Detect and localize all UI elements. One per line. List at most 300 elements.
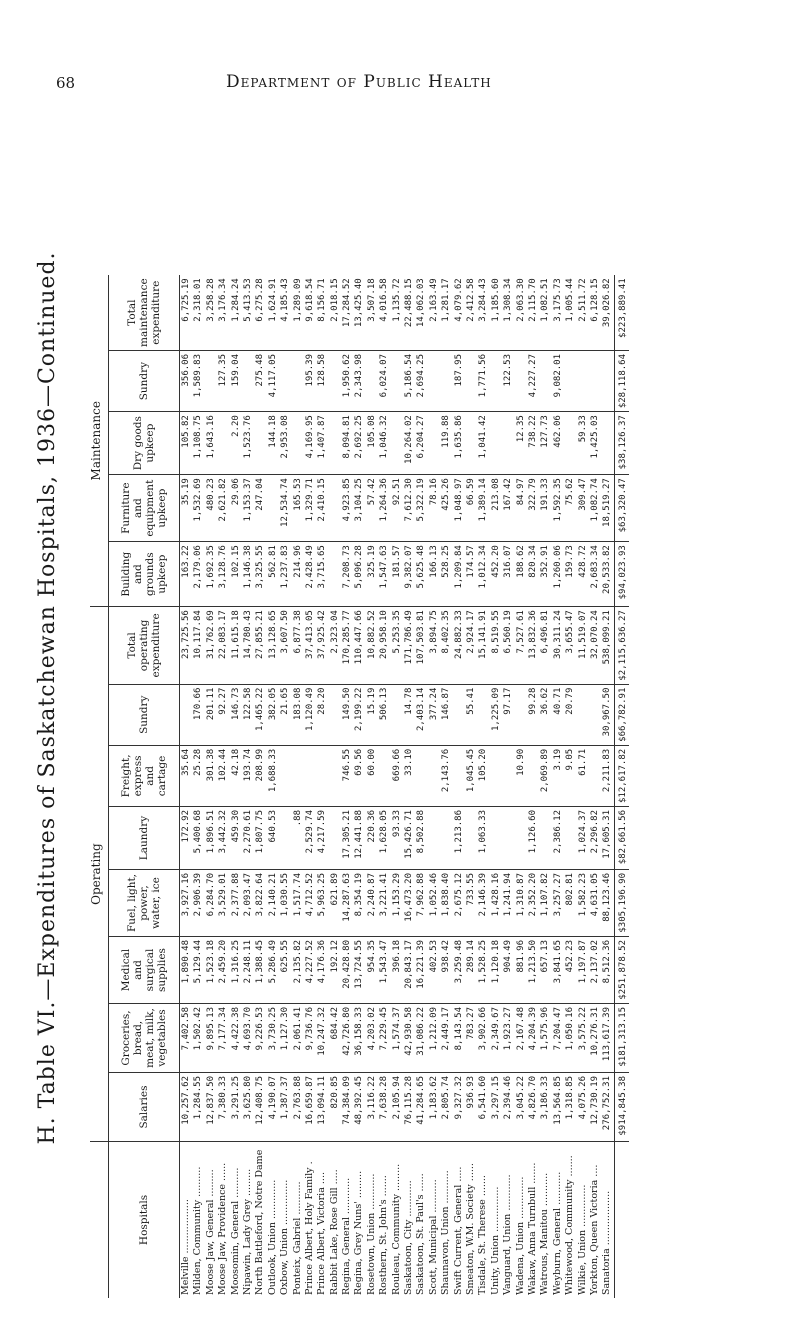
table-cell: 276,752.31 xyxy=(602,1076,613,1131)
table-cell: 480.23 xyxy=(205,478,216,511)
table-cell: 41,284.65 xyxy=(416,1076,427,1125)
table-cell: 459.30 xyxy=(230,810,241,843)
table-cell: 2,240.87 xyxy=(366,873,377,917)
table-cell: 23,725.56 xyxy=(181,610,191,659)
col-building: Building and grounds upkeep xyxy=(109,542,180,607)
table-cell: 7,177.34 xyxy=(218,1007,229,1051)
table-cell: 325.19 xyxy=(366,545,377,578)
table-cell xyxy=(279,749,291,803)
table-cell: 149.50 xyxy=(342,687,353,721)
table-cell: 12,730.19 xyxy=(589,1076,600,1125)
table-cell xyxy=(490,415,502,471)
table-cell: 1,543.47 xyxy=(379,940,390,984)
table-cell: 938.42 xyxy=(441,940,452,973)
table-cell: 1,260.06 xyxy=(552,545,563,589)
table-cell: 105.08 xyxy=(366,415,377,448)
table-cell xyxy=(329,478,341,538)
table-cell xyxy=(539,810,551,866)
table-cell: 9,327.32 xyxy=(453,1076,464,1120)
hospital-name: Nipawin, Lady Grey ......... xyxy=(241,1168,253,1295)
table-cell: 74,384.09 xyxy=(342,1076,353,1125)
table-cell: 316.07 xyxy=(503,545,514,578)
table-cell: 8,502.88 xyxy=(416,810,427,854)
table-cell: 14.78 xyxy=(404,687,415,715)
table-cell: 669.66 xyxy=(391,748,402,782)
table-cell: 1,284.55 xyxy=(193,1076,204,1120)
table-cell: 105.82 xyxy=(181,415,191,448)
table-cell: 9,082.01 xyxy=(552,353,563,398)
table-cell: 13,564.85 xyxy=(552,1076,563,1125)
table-cell: 2,412.58 xyxy=(465,278,476,322)
table-cell: 2,529.74 xyxy=(304,810,315,854)
table-cell: 1,052.46 xyxy=(428,873,439,917)
table-cell: 42,726.80 xyxy=(342,1007,353,1056)
table-cell xyxy=(453,749,465,803)
total-total_op: $2,115,636.27 xyxy=(614,607,629,684)
table-cell: 4,631.05 xyxy=(589,873,600,917)
column-values-sundry_m xyxy=(180,350,615,411)
table-cell: 621.89 xyxy=(329,873,340,906)
table-cell: 452.20 xyxy=(490,545,501,578)
table-cell: 802.81 xyxy=(565,873,576,906)
table-cell xyxy=(329,354,341,408)
table-cell: 1,316.25 xyxy=(230,940,241,984)
total-freight: $12,617.82 xyxy=(614,745,629,806)
table-cell: 4,217.59 xyxy=(317,810,328,854)
table-cell: 3,894.75 xyxy=(428,610,439,654)
table-cell: 5,322.19 xyxy=(416,478,427,522)
table-cell: 84.97 xyxy=(515,478,526,506)
table-cell: 1,126.60 xyxy=(527,810,538,854)
table-cell xyxy=(329,545,341,603)
table-cell: 2,135.82 xyxy=(292,940,303,984)
hospital-name: Moose Jaw, Providence ...... xyxy=(217,1162,229,1295)
table-cell: 191.33 xyxy=(540,478,551,511)
table-cell: 8,143.54 xyxy=(453,1007,464,1051)
table-cell xyxy=(329,415,341,471)
hospital-name: Rosetown, Union ............ xyxy=(365,1173,377,1295)
table-cell: 1,197.87 xyxy=(577,940,588,984)
table-cell xyxy=(279,354,291,408)
table-cell: 48,392.45 xyxy=(354,1076,365,1125)
hospital-name: Ponteix, Gabriel ........... xyxy=(291,1181,303,1295)
table-cell xyxy=(490,749,502,803)
table-cell xyxy=(279,810,291,866)
table-cell: 783.27 xyxy=(465,1007,476,1040)
table-cell: 15,426.71 xyxy=(404,810,415,859)
table-cell: 2,763.88 xyxy=(292,1076,303,1120)
table-cell: 2,296.82 xyxy=(589,810,600,854)
table-cell: 1,212.09 xyxy=(428,1007,439,1051)
table-cell: 102.15 xyxy=(230,545,241,578)
table-cell: 7,527.61 xyxy=(515,610,526,654)
table-cell: 8,519.55 xyxy=(490,610,501,654)
table-cell: 2,349.67 xyxy=(490,1007,501,1051)
table-cell: 7,208.73 xyxy=(342,545,353,589)
table-cell: 2,343.98 xyxy=(354,353,365,398)
hospital-name: Regina, General ............ xyxy=(341,1177,353,1295)
table-cell xyxy=(502,415,514,471)
table-cell: 127.35 xyxy=(218,353,229,387)
table-cell: 1,146.38 xyxy=(242,545,253,589)
table-cell: 1,589.83 xyxy=(193,353,204,398)
table-cell: 8,512.36 xyxy=(602,940,613,984)
table-cell: 6,128.15 xyxy=(589,278,600,322)
table-cell: 28.20 xyxy=(317,687,328,715)
table-cell: 1,308.34 xyxy=(503,278,514,322)
hospital-name: Scott, Municipal ........... xyxy=(427,1179,439,1295)
table-cell: 1,284.24 xyxy=(230,278,241,322)
group-maintenance: Maintenance xyxy=(90,275,109,606)
table-cell: 12,441.88 xyxy=(354,810,365,859)
col-hospitals: Hospitals xyxy=(109,1142,180,1299)
table-cell: 57.42 xyxy=(366,478,377,506)
table-cell: 4,693.70 xyxy=(242,1007,253,1051)
table-cell: 5,129.44 xyxy=(193,940,204,984)
hospital-name: Prince Albert, Victoria .... xyxy=(316,1172,328,1295)
table-cell: 2,694.25 xyxy=(416,353,427,398)
table-cell: 61.71 xyxy=(577,748,588,776)
table-cell: 640.53 xyxy=(267,810,278,843)
table-cell: 3,128.76 xyxy=(218,545,229,589)
col-total-maintenance: Total maintenance expenditure xyxy=(109,275,180,350)
table-cell: 213.08 xyxy=(490,478,501,511)
table-cell xyxy=(292,354,304,408)
table-cell xyxy=(465,810,477,866)
table-cell: 99.28 xyxy=(527,687,538,715)
table-cell: 14,062.03 xyxy=(416,278,427,328)
table-cell: 66.59 xyxy=(465,478,476,506)
total-building: $94,023.93 xyxy=(614,542,629,607)
table-cell: 2,449.17 xyxy=(441,1007,452,1051)
table-cell: 1,082.51 xyxy=(540,278,551,322)
table-cell: 1,127.30 xyxy=(280,1007,291,1051)
table-cell: 301.38 xyxy=(205,748,216,782)
table-cell xyxy=(564,415,576,471)
table-cell: 2,199.22 xyxy=(354,687,365,731)
table-cell: 1,950.62 xyxy=(342,353,353,398)
total-dry_goods: $38,126.37 xyxy=(614,412,629,475)
page-number: 68 xyxy=(56,74,76,92)
table-cell xyxy=(329,688,341,742)
table-cell: 3,927.16 xyxy=(181,873,191,917)
table-cell xyxy=(564,810,576,866)
table-cell: 1,024.37 xyxy=(577,810,588,854)
table-cell: 4,190.07 xyxy=(267,1076,278,1120)
table-cell: 31,762.69 xyxy=(205,610,216,659)
table-cell: 14,780.43 xyxy=(242,610,253,659)
col-sundry-operating: Sundry xyxy=(109,684,180,745)
table-cell: 170,285.77 xyxy=(342,610,353,665)
table-cell: 1,528.25 xyxy=(478,940,489,984)
table-cell: 159.73 xyxy=(565,545,576,578)
table-cell: 3,257.27 xyxy=(552,873,563,917)
table-cell: 936.93 xyxy=(465,1076,476,1109)
table-cell: 396.18 xyxy=(391,940,402,973)
table-cell: 6,275.28 xyxy=(255,278,266,322)
table-cell xyxy=(564,354,576,408)
table-cell: 6,496.81 xyxy=(540,610,551,654)
table-cell: 1,890.48 xyxy=(181,940,191,984)
col-total-operating: Total operating expenditure xyxy=(109,607,180,684)
hospital-name: Wilkie, Union .............. xyxy=(576,1184,588,1295)
column-values-salaries xyxy=(180,1073,615,1142)
table-cell: 1,120.18 xyxy=(490,940,501,984)
table-cell: 25.28 xyxy=(193,748,204,776)
table-cell: 20,533.82 xyxy=(602,545,613,594)
table-cell: 1,120.49 xyxy=(304,687,315,731)
hospital-name: Moose Jaw, General ......... xyxy=(204,1169,216,1295)
table-cell: 402.53 xyxy=(428,940,439,973)
table-cell xyxy=(465,415,477,471)
table-cell: 322.79 xyxy=(527,478,538,511)
table-cell: 8,354.19 xyxy=(354,873,365,917)
table-cell: 2,683.34 xyxy=(589,545,600,589)
table-cell: 220.36 xyxy=(366,810,377,843)
table-cell: 1,153.29 xyxy=(391,873,402,917)
hospital-name: Weyburn, General ........... xyxy=(551,1171,563,1295)
table-cell xyxy=(477,688,489,742)
table-cell xyxy=(453,688,465,742)
table-cell: 2,323.04 xyxy=(329,610,340,654)
hospital-name: Vanguard, Union ............ xyxy=(502,1174,514,1295)
column-values-building xyxy=(180,542,615,607)
table-cell: 20,428.80 xyxy=(342,940,353,989)
column-values-groceries xyxy=(180,1004,615,1073)
table-cell: 4,204.39 xyxy=(527,1007,538,1051)
table-cell: 289.14 xyxy=(465,940,476,973)
table-cell xyxy=(527,749,539,803)
col-furniture: Furniture and equipment upkeep xyxy=(109,475,180,542)
expenditure-table xyxy=(90,275,629,1298)
table-cell xyxy=(589,354,601,408)
table-cell xyxy=(242,354,254,408)
hospital-name: Sanatoria .................. xyxy=(601,1190,613,1295)
table-cell: 5,186.54 xyxy=(404,353,415,398)
table-cell: 12,534.74 xyxy=(280,478,291,527)
table-cell: 247.04 xyxy=(255,478,266,511)
table-cell: 13,724.55 xyxy=(354,940,365,989)
table-cell: 78.16 xyxy=(428,478,439,506)
hospital-name: Wadena, Union .............. xyxy=(514,1176,526,1295)
table-cell: 3,258.28 xyxy=(205,278,216,322)
table-cell: 820.85 xyxy=(329,1076,340,1109)
table-cell: 1,264.36 xyxy=(379,478,390,522)
table-cell: 6,024.07 xyxy=(379,353,390,398)
table-cell xyxy=(490,810,502,866)
table-cell: 2,179.06 xyxy=(193,545,204,589)
table-cell: 1,209.84 xyxy=(453,545,464,589)
table-cell: 2,248.11 xyxy=(242,940,253,984)
hospital-name: Saskatoon, City ............ xyxy=(403,1180,415,1295)
table-cell: 40.71 xyxy=(552,687,563,715)
table-cell xyxy=(577,354,589,408)
table-cell: 7,402.58 xyxy=(181,1007,191,1051)
table-cell: 42,930.58 xyxy=(404,1007,415,1056)
table-cell: 3,822.64 xyxy=(255,873,266,917)
table-cell: 97.17 xyxy=(503,687,514,715)
table-cell xyxy=(366,354,378,408)
table-cell: 6,725.19 xyxy=(181,278,191,322)
table-cell: 4,016.58 xyxy=(379,278,390,322)
column-values-freight xyxy=(180,745,615,806)
table-cell: 4,826.70 xyxy=(527,1076,538,1120)
table-cell: 377.24 xyxy=(428,687,439,721)
table-cell: 3,902.66 xyxy=(478,1007,489,1051)
table-cell: 1,213.50 xyxy=(527,940,538,984)
table-cell: 13,425.40 xyxy=(354,278,365,328)
table-cell: 2,163.49 xyxy=(428,278,439,322)
col-laundry: Laundry xyxy=(109,807,180,870)
total-furniture: $63,320.47 xyxy=(614,475,629,542)
table-cell: 16,659.87 xyxy=(304,1076,315,1125)
hospital-name: North Battleford, Notre Dame xyxy=(254,1149,266,1295)
table-cell: 30,311.24 xyxy=(552,610,563,659)
table-cell: 1,574.37 xyxy=(391,1007,402,1051)
table-cell: 3,730.25 xyxy=(267,1007,278,1051)
table-cell: 2,137.02 xyxy=(589,940,600,984)
table-cell: 2,146.39 xyxy=(478,873,489,917)
table-cell: 32,070.24 xyxy=(589,610,600,659)
total-salaries: $914,845.38 xyxy=(614,1073,629,1142)
table-cell: 1,407.87 xyxy=(317,415,328,459)
table-cell: 2,061.41 xyxy=(292,1007,303,1051)
table-cell: 7,962.88 xyxy=(416,873,427,917)
table-cell: 820.34 xyxy=(527,545,538,578)
table-cell: 9,382.07 xyxy=(404,545,415,589)
table-cell xyxy=(539,354,551,408)
table-cell: 1,063.33 xyxy=(478,810,489,854)
group-blank xyxy=(90,1142,109,1299)
totals-row xyxy=(614,275,629,1298)
table-cell: 35.19 xyxy=(181,478,191,506)
hospital-name: Moosomin, General .......... xyxy=(229,1167,241,1295)
table-cell: 309.47 xyxy=(577,478,588,511)
table-cell: 657.13 xyxy=(540,940,551,973)
table-cell: 3,045.22 xyxy=(515,1076,526,1120)
table-cell: 14,287.63 xyxy=(342,873,353,922)
table-cell: 10.90 xyxy=(515,748,526,776)
table-cell: 2,403.14 xyxy=(416,687,427,731)
table-cell xyxy=(589,749,601,803)
table-cell: 2,428.49 xyxy=(304,545,315,589)
table-cell: 10,247.32 xyxy=(317,1007,328,1056)
table-cell: 7,612.30 xyxy=(404,478,415,522)
hospital-name: Shaunavon, Union ........... xyxy=(440,1170,452,1295)
table-cell: 1,923.27 xyxy=(503,1007,514,1051)
table-cell: 144.18 xyxy=(267,415,278,448)
table-cell: 3,841.65 xyxy=(552,940,563,984)
table-cell: 1,688.33 xyxy=(267,748,278,793)
table-cell xyxy=(465,354,477,408)
table-cell: 76,115.28 xyxy=(404,1076,415,1125)
table-cell: 10,882.52 xyxy=(366,610,377,659)
table-cell: 4,075.26 xyxy=(577,1076,588,1120)
table-cell: 4,923.85 xyxy=(342,478,353,522)
hospital-name: Rosthern, St. John's ....... xyxy=(378,1175,390,1295)
table-cell: 562.81 xyxy=(267,545,278,578)
table-cell: 1,153.37 xyxy=(242,478,253,522)
table-cell: 5,963.25 xyxy=(317,873,328,917)
table-cell: 3.19 xyxy=(552,748,563,771)
table-cell: 1,107.82 xyxy=(540,873,551,917)
table-cell xyxy=(502,810,514,866)
table-cell: 1,692.35 xyxy=(205,545,216,589)
table-cell: 1,012.34 xyxy=(478,545,489,589)
table-cell: 1,030.55 xyxy=(280,873,291,917)
table-cell: 1,050.16 xyxy=(565,1007,576,1051)
table-cell xyxy=(601,354,613,408)
hospital-name: Watrous, Manitou ........... xyxy=(539,1172,551,1295)
table-cell: 3,284.43 xyxy=(478,278,489,322)
table-cell: 22,083.17 xyxy=(218,610,229,659)
table-cell: 738.22 xyxy=(527,415,538,448)
table-cell: 2,105.94 xyxy=(391,1076,402,1120)
table-cell: 1,624.91 xyxy=(267,278,278,322)
table-cell: 24,882.33 xyxy=(453,610,464,659)
table-cell xyxy=(502,749,514,803)
table-cell: 4,203.02 xyxy=(366,1007,377,1051)
table-cell: 6,541.60 xyxy=(478,1076,489,1120)
col-dry-goods: Dry goods upkeep xyxy=(109,412,180,475)
table-cell: 2,270.61 xyxy=(242,810,253,854)
table-cell: 4,227.27 xyxy=(527,353,538,398)
table-cell: 2,377.88 xyxy=(230,873,241,917)
hospital-name: Swift Current, General ..... xyxy=(452,1166,464,1295)
table-cell: 166.13 xyxy=(428,545,439,578)
table-cell: 1,643.16 xyxy=(205,415,216,459)
table-cell: 188.62 xyxy=(515,545,526,578)
table-cell xyxy=(304,749,316,803)
table-cell: 1,213.86 xyxy=(453,810,464,854)
table-cell xyxy=(391,354,403,408)
table-cell: 15,141.91 xyxy=(478,610,489,659)
hospital-name: Milden, Community .......... xyxy=(192,1166,204,1295)
table-cell: 2,143.76 xyxy=(441,748,452,793)
table-cell: 2,459.20 xyxy=(218,940,229,984)
table-cell: 2,692.25 xyxy=(354,415,365,459)
table-cell: 3,104.25 xyxy=(354,478,365,522)
table-cell: 1,041.42 xyxy=(478,415,489,459)
table-cell: 17,605.31 xyxy=(602,810,613,859)
table-cell: 1,329.71 xyxy=(304,478,315,522)
table-cell: 8,094.81 xyxy=(342,415,353,459)
table-cell: 1,635.86 xyxy=(453,415,464,459)
column-values-medical xyxy=(180,937,615,1004)
table-cell: 6,877.38 xyxy=(292,610,303,654)
hospital-name: Rouleau, Community ......... xyxy=(390,1163,402,1295)
table-cell xyxy=(428,415,440,471)
table-cell: 1,547.63 xyxy=(379,545,390,589)
table-cell: 10,257.62 xyxy=(181,1076,191,1125)
table-cell: 9.05 xyxy=(565,748,576,771)
rotated-table-block xyxy=(35,98,755,1298)
total-groceries: $181,313.15 xyxy=(614,1004,629,1073)
hospital-name: Wakaw, Anna Turnbull ....... xyxy=(526,1162,538,1295)
table-cell: 356.06 xyxy=(181,353,191,387)
table-cell: 1,582.23 xyxy=(577,873,588,917)
table-cell: 1,575.96 xyxy=(540,1007,551,1051)
table-cell: 5,286.49 xyxy=(267,940,278,984)
table-cell: 39,026.82 xyxy=(602,278,613,328)
table-cell: 4,176.36 xyxy=(317,940,328,984)
table-cell: 12,837.50 xyxy=(205,1076,216,1125)
table-cell: 55.41 xyxy=(465,687,476,715)
table-cell: 1,289.09 xyxy=(292,278,303,322)
table-cell: 1,532.69 xyxy=(193,478,204,522)
table-cell: 2,063.30 xyxy=(515,278,526,322)
table-cell: 181.57 xyxy=(391,545,402,578)
